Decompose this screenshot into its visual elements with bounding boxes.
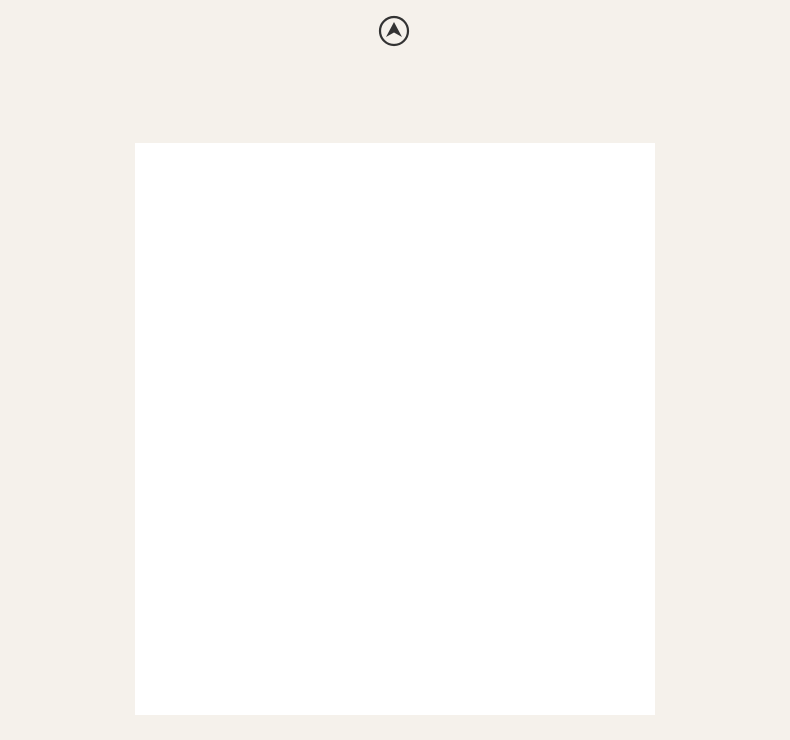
document-preview	[135, 143, 655, 715]
arrow-up-logo-icon	[378, 15, 410, 47]
